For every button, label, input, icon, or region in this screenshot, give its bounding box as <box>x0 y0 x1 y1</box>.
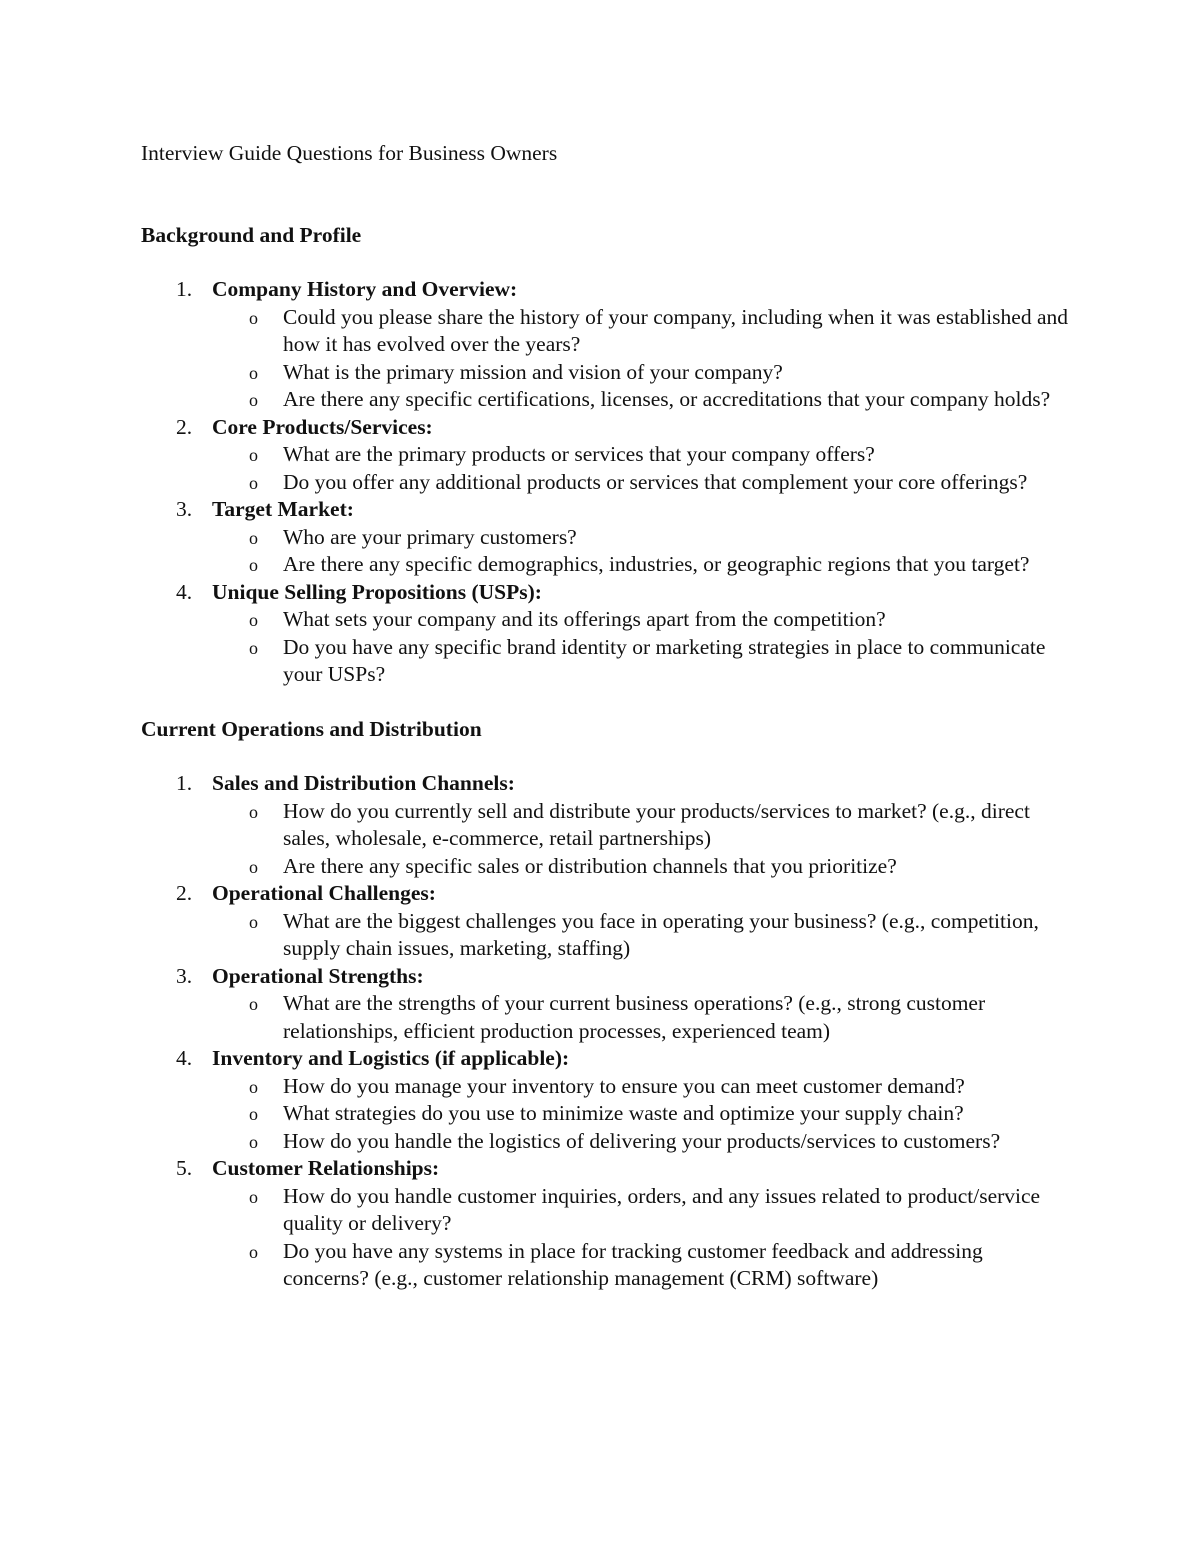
question-item <box>212 551 1071 579</box>
circle-bullet-icon: o <box>249 1241 258 1262</box>
question-text: Do you have any specific brand identity or marketing strategies in place to communicate your USPs? <box>283 634 1046 686</box>
topic-number: 4. <box>176 1046 193 1070</box>
question-item <box>212 1183 1071 1238</box>
question-list <box>212 606 1071 689</box>
topic-list <box>141 770 1071 1293</box>
question-item <box>212 990 1071 1045</box>
question-text: Are there any specific sales or distribution channels that you prioritize? <box>283 853 897 878</box>
section <box>141 716 1071 1293</box>
topic-title: Operational Strengths: <box>212 963 424 988</box>
circle-bullet-icon: o <box>249 801 258 822</box>
topic-item <box>141 1045 1071 1155</box>
question-item <box>212 1073 1071 1101</box>
document-title: Interview Guide Questions for Business Owners <box>141 141 558 165</box>
topic-list <box>141 276 1071 689</box>
circle-bullet-icon: o <box>249 994 258 1014</box>
circle-bullet-icon: o <box>249 555 258 575</box>
question-text: How do you currently sell and distribute your products/services to market? (e.g., direct sales, wholesale, e-commerce, retail partnerships) <box>283 798 1030 850</box>
question-item <box>212 798 1071 853</box>
question-text: What is the primary mission and vision of your company? <box>283 359 783 384</box>
question-text: How do you handle the logistics of delivering your products/services to customers? <box>283 1128 1001 1153</box>
circle-bullet-icon: o <box>249 1186 258 1207</box>
question-text: What are the primary products or services that your company offers? <box>283 442 875 466</box>
question-list <box>212 441 1071 496</box>
question-item <box>212 441 1071 469</box>
topic-title: Customer Relationships: <box>212 1156 440 1180</box>
question-text: What are the biggest challenges you face in operating your business? (e.g., competition, supply chain issues, marketing, staffing) <box>283 908 1039 960</box>
document-body <box>141 222 1071 1293</box>
circle-bullet-icon: o <box>249 390 258 410</box>
question-item <box>212 853 1071 881</box>
circle-bullet-icon: o <box>249 856 258 877</box>
topic-number: 2. <box>176 881 193 905</box>
question-item <box>212 524 1071 552</box>
question-list <box>212 990 1071 1045</box>
question-text: Could you please share the history of your company, including when it was established and how it has evolved over the years? <box>283 304 1068 356</box>
question-text: What are the strengths of your current business operations? (e.g., strong customer relationships, efficient production processes, experienced team) <box>283 991 986 1043</box>
question-item <box>212 304 1071 359</box>
section-heading: Background and Profile <box>141 222 362 247</box>
topic-number: 3. <box>176 963 193 988</box>
topic-number: 4. <box>176 579 193 604</box>
circle-bullet-icon: o <box>249 911 258 932</box>
circle-bullet-icon: o <box>249 527 258 548</box>
section <box>141 222 1071 689</box>
question-item <box>212 908 1071 963</box>
circle-bullet-icon: o <box>249 610 258 630</box>
topic-number: 2. <box>176 414 193 439</box>
question-item <box>212 1128 1071 1156</box>
question-item <box>212 1238 1071 1293</box>
question-text: Are there any specific demographics, industries, or geographic regions that you target? <box>283 552 1030 576</box>
topic-number: 3. <box>176 497 193 521</box>
question-text: How do you handle customer inquiries, orders, and any issues related to product/service quality or delivery? <box>283 1183 1041 1235</box>
topic-item <box>141 770 1071 880</box>
question-list <box>212 524 1071 579</box>
topic-title: Operational Challenges: <box>212 881 436 905</box>
circle-bullet-icon: o <box>249 1104 258 1124</box>
question-text: Are there any specific certifications, licenses, or accreditations that your company holds? <box>283 387 1051 411</box>
circle-bullet-icon: o <box>249 445 258 465</box>
topic-title: Unique Selling Propositions (USPs): <box>212 579 542 604</box>
topic-number: 1. <box>176 771 193 795</box>
question-item <box>212 1100 1071 1128</box>
topic-title: Core Products/Services: <box>212 414 433 439</box>
question-item <box>212 469 1071 497</box>
circle-bullet-icon: o <box>249 1076 258 1097</box>
question-text: Do you offer any additional products or services that complement your core offerings? <box>283 469 1028 494</box>
circle-bullet-icon: o <box>249 307 258 328</box>
question-list <box>212 304 1071 414</box>
circle-bullet-icon: o <box>249 472 258 493</box>
section-heading: Current Operations and Distribution <box>141 716 482 741</box>
question-list <box>212 798 1071 881</box>
question-text: What strategies do you use to minimize waste and optimize your supply chain? <box>283 1101 964 1125</box>
question-list <box>212 1183 1071 1293</box>
document-page <box>141 140 1071 1320</box>
topic-number: 5. <box>176 1156 193 1180</box>
question-item <box>212 606 1071 634</box>
topic-title: Sales and Distribution Channels: <box>212 771 515 795</box>
topic-number: 1. <box>176 277 193 301</box>
question-text: Who are your primary customers? <box>283 524 577 549</box>
circle-bullet-icon: o <box>249 637 258 658</box>
question-list <box>212 908 1071 963</box>
topic-item <box>141 1155 1071 1293</box>
topic-title: Company History and Overview: <box>212 277 518 301</box>
question-text: Do you have any systems in place for tracking customer feedback and addressing concerns? (e.g., customer relationship management (CRM) software) <box>283 1238 983 1290</box>
topic-item <box>141 963 1071 1046</box>
topic-title: Target Market: <box>212 497 354 521</box>
question-item <box>212 386 1071 414</box>
question-text: What sets your company and its offerings apart from the competition? <box>283 607 886 631</box>
circle-bullet-icon: o <box>249 1131 258 1152</box>
circle-bullet-icon: o <box>249 362 258 383</box>
topic-item <box>141 414 1071 497</box>
question-text: How do you manage your inventory to ensure you can meet customer demand? <box>283 1073 965 1098</box>
topic-item <box>141 496 1071 579</box>
question-item <box>212 359 1071 387</box>
topic-title: Inventory and Logistics (if applicable): <box>212 1046 570 1070</box>
topic-item <box>141 276 1071 414</box>
question-list <box>212 1073 1071 1156</box>
question-item <box>212 634 1071 689</box>
topic-item <box>141 579 1071 689</box>
topic-item <box>141 880 1071 963</box>
